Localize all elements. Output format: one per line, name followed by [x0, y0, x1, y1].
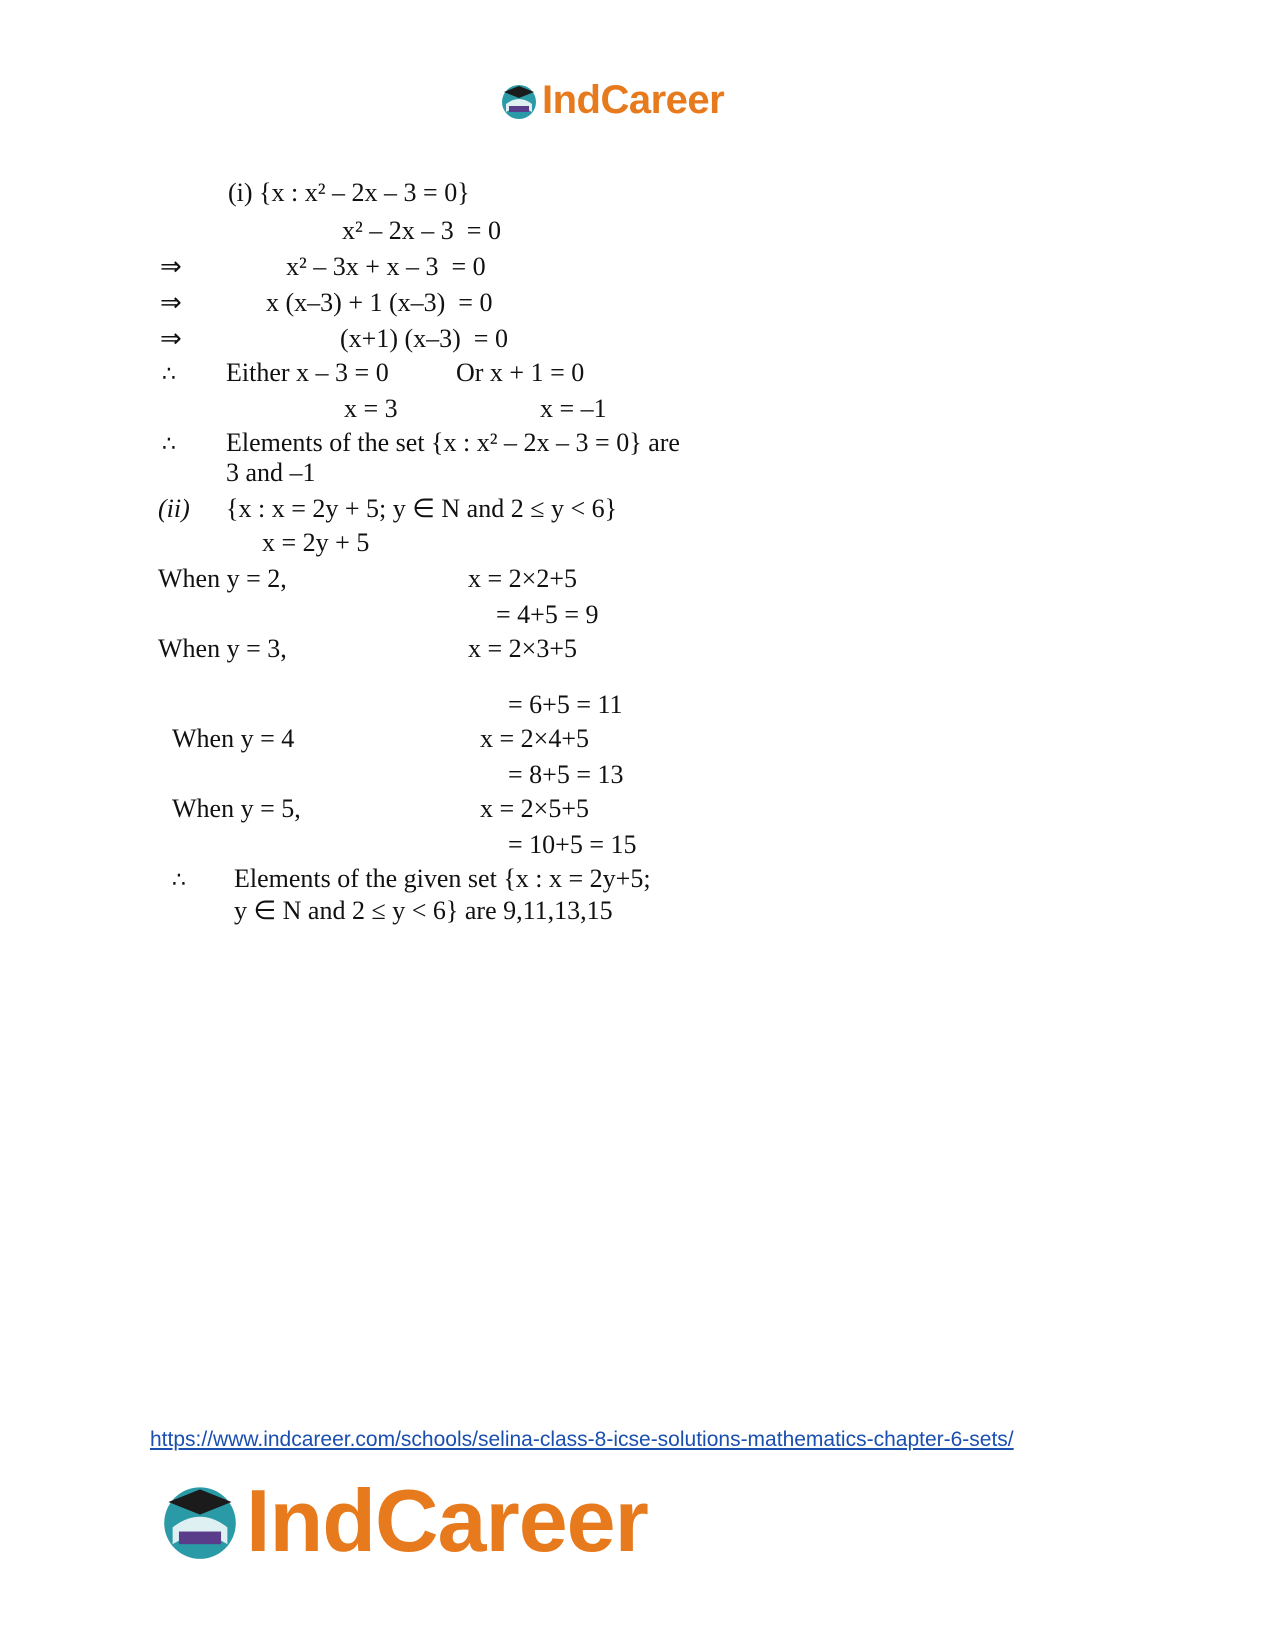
case-when: When y = 2, [158, 564, 287, 593]
case-calc: x = 2×5+5 [480, 794, 589, 823]
footer-logo [160, 1470, 648, 1572]
part-i-step-4: (x+1) (x–3) = 0 [340, 324, 508, 353]
part-i-conclusion-line-1: Elements of the set {x : x² – 2x – 3 = 0} are [226, 428, 680, 457]
source-url-link[interactable]: https://www.indcareer.com/schools/selina-class-8-icse-solutions-mathematics-chapter-6-sets/ [150, 1428, 1014, 1451]
part-i-either: Either x – 3 = 0 [226, 358, 389, 387]
case-when: When y = 5, [172, 794, 301, 823]
part-ii-heading: {x : x = 2y + 5; y ∈ N and 2 ≤ y < 6} [226, 494, 618, 523]
part-ii-conclusion-line-1: Elements of the given set {x : x = 2y+5; [234, 864, 651, 893]
part-i-step-3: x (x–3) + 1 (x–3) = 0 [266, 288, 493, 317]
part-i-heading: (i) {x : x² – 2x – 3 = 0} [228, 178, 470, 207]
part-i-step-2: x² – 3x + x – 3 = 0 [286, 252, 486, 281]
part-ii-formula: x = 2y + 5 [262, 528, 370, 557]
part-i-root-1: x = 3 [344, 394, 398, 423]
part-ii-conclusion-line-2: y ∈ N and 2 ≤ y < 6} are 9,11,13,15 [234, 896, 613, 925]
part-i-step-1: x² – 2x – 3 = 0 [342, 216, 501, 245]
logo-text: IndCareer [542, 78, 725, 122]
part-i-or: Or x + 1 = 0 [456, 358, 585, 387]
case-result: = 8+5 = 13 [508, 760, 624, 789]
therefore-symbol: ∴ [162, 432, 176, 457]
part-i-conclusion-line-2: 3 and –1 [226, 458, 316, 487]
implies-symbol: ⇒ [160, 288, 182, 318]
graduation-cap-globe-icon [500, 82, 538, 120]
case-calc: x = 2×3+5 [468, 634, 577, 663]
graduation-cap-globe-icon [160, 1481, 240, 1561]
therefore-symbol: ∴ [172, 868, 186, 893]
implies-symbol: ⇒ [160, 252, 182, 282]
logo-text: IndCareer [246, 1471, 648, 1570]
case-when: When y = 4 [172, 724, 295, 753]
case-calc: x = 2×4+5 [480, 724, 589, 753]
case-result: = 4+5 = 9 [496, 600, 599, 629]
case-result: = 6+5 = 11 [508, 690, 623, 719]
part-ii-label: (ii) [158, 494, 190, 523]
implies-symbol: ⇒ [160, 324, 182, 354]
header-logo [500, 78, 724, 123]
therefore-symbol: ∴ [162, 362, 176, 387]
part-i-root-2: x = –1 [540, 394, 607, 423]
case-result: = 10+5 = 15 [508, 830, 637, 859]
case-when: When y = 3, [158, 634, 287, 663]
case-calc: x = 2×2+5 [468, 564, 577, 593]
